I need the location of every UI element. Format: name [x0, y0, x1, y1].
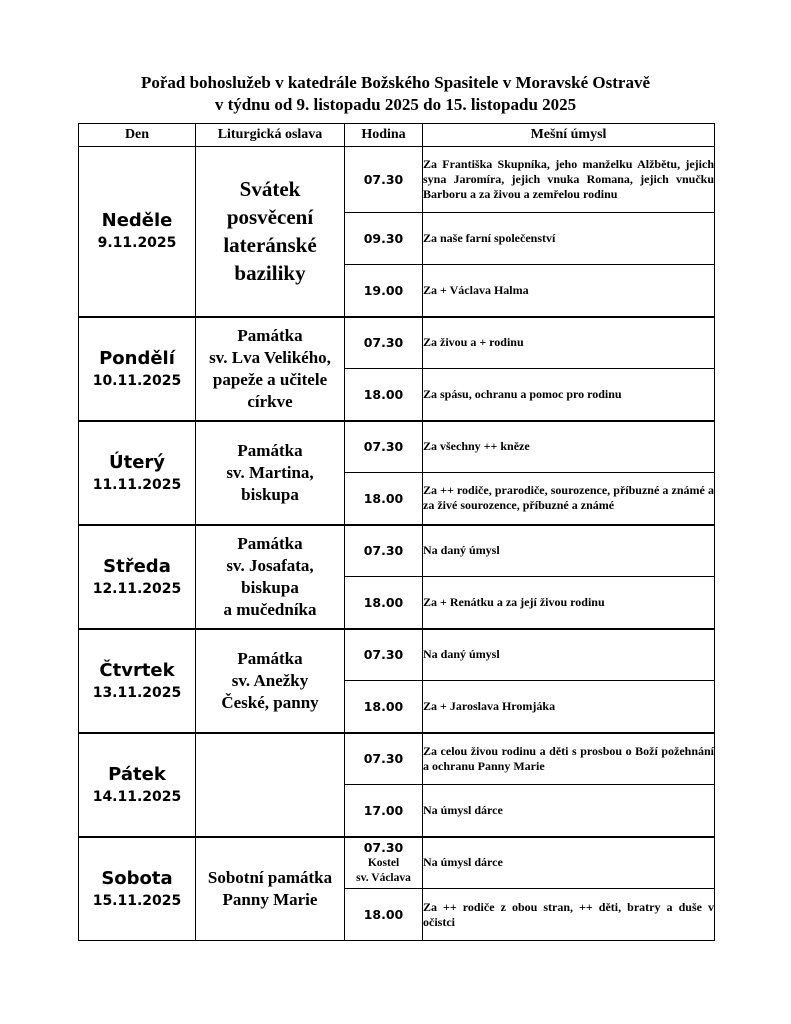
mass-hour: 07.30 [345, 525, 423, 577]
liturgy-line: sv. Martina, [226, 462, 314, 482]
liturgy-line: Sobotní památka [207, 867, 333, 887]
day-name: Úterý [108, 451, 166, 473]
mass-intent: Za + Jaroslava Hromjáka [423, 681, 715, 733]
liturgy-line: posvěcení [226, 205, 314, 230]
liturgy-line: Památka [237, 440, 303, 460]
mass-hour: 09.30 [345, 213, 423, 265]
mass-hour: 07.30 [345, 733, 423, 785]
mass-hour: 07.30 [345, 421, 423, 473]
header-row [79, 124, 715, 147]
day-name: Pátek [108, 763, 166, 785]
liturgy-line: biskupa [241, 484, 299, 504]
day-cell-wednesday [79, 525, 196, 629]
day-name: Sobota [101, 867, 173, 889]
mass-intent: Za ++ rodiče, prarodiče, sourozence, příbuzné a známé a za živé sourozence, příbuzné a známé [423, 473, 715, 525]
liturgy-line: Památka [237, 533, 303, 553]
liturgy-line: papeže a učitele [212, 369, 328, 389]
header-day: Den [79, 124, 196, 147]
mass-intent: Za živou a + rodinu [423, 317, 715, 369]
table-row [79, 837, 715, 889]
day-cell-friday [79, 733, 196, 837]
mass-intent: Za spásu, ochranu a pomoc pro rodinu [423, 369, 715, 421]
table-row [79, 629, 715, 681]
mass-intent: Za + Václava Halma [423, 265, 715, 317]
liturgy-line: sv. Lva Velikého, [209, 347, 331, 367]
mass-intent: Za ++ rodiče z obou stran, ++ děti, bratry a duše v očistci [423, 889, 715, 941]
mass-hour [345, 837, 423, 889]
liturgy-cell [196, 837, 345, 941]
mass-intent: Za Františka Skupníka, jeho manželku Alžbětu, jejich syna Jaromíra, jejich vnuka Romana, jejich vnučku Barboru a za živou a zemřelou rodinu [423, 147, 715, 213]
liturgy-cell [196, 733, 345, 837]
mass-schedule-table [78, 123, 715, 941]
day-name: Středa [103, 555, 171, 577]
mass-intent: Za + Renátku a za její živou rodinu [423, 577, 715, 629]
mass-hour-note: sv. Václava [356, 871, 411, 884]
liturgy-line: Panny Marie [222, 889, 318, 909]
liturgy-cell [196, 525, 345, 629]
day-date: 14.11.2025 [92, 788, 182, 805]
liturgy-cell [196, 421, 345, 525]
liturgy-line: biskupa [241, 577, 299, 597]
header-hour: Hodina [345, 124, 423, 147]
day-date: 10.11.2025 [92, 372, 182, 389]
liturgy-line: a mučedníka [223, 599, 317, 619]
table-row [79, 525, 715, 577]
mass-hour: 07.30 [345, 317, 423, 369]
mass-hour: 07.30 [345, 147, 423, 213]
mass-intent: Na daný úmysl [423, 525, 715, 577]
day-date: 11.11.2025 [92, 476, 182, 493]
day-cell-monday [79, 317, 196, 421]
mass-hour: 18.00 [345, 369, 423, 421]
mass-hour-value: 07.30 [363, 839, 404, 855]
header-intent: Mešní úmysl [423, 124, 715, 147]
day-name: Neděle [101, 210, 173, 232]
liturgy-line: sv. Josafata, [226, 555, 314, 575]
mass-intent: Za celou živou rodinu a děti s prosbou o Boží požehnání a ochranu Panny Marie [423, 733, 715, 785]
day-name: Pondělí [99, 347, 175, 369]
mass-intent: Na úmysl dárce [423, 785, 715, 837]
day-cell-tuesday [79, 421, 196, 525]
table-row [79, 733, 715, 785]
day-date: 13.11.2025 [92, 684, 182, 701]
day-cell-sunday [79, 147, 196, 317]
day-cell-saturday [79, 837, 196, 941]
liturgy-line: Památka [237, 648, 303, 668]
liturgy-cell [196, 317, 345, 421]
day-date: 9.11.2025 [97, 235, 177, 252]
mass-intent: Na daný úmysl [423, 629, 715, 681]
liturgy-line: Svátek [239, 177, 301, 202]
liturgy-line: sv. Anežky [231, 670, 309, 690]
table-row [79, 147, 715, 213]
liturgy-line: České, panny [221, 692, 319, 712]
mass-hour: 18.00 [345, 473, 423, 525]
day-date: 12.11.2025 [92, 580, 182, 597]
mass-hour: 18.00 [345, 889, 423, 941]
table-row [79, 317, 715, 369]
title-line-1: Pořad bohoslužeb v katedrále Božského Spasitele v Moravské Ostravě [140, 73, 651, 92]
table-row [79, 421, 715, 473]
title-line-2: v týdnu od 9. listopadu 2025 do 15. listopadu 2025 [214, 95, 577, 114]
liturgy-cell [196, 629, 345, 733]
mass-hour-note: Kostel [367, 856, 400, 869]
liturgy-line: baziliky [234, 261, 306, 286]
mass-hour: 19.00 [345, 265, 423, 317]
liturgy-line: církve [247, 391, 293, 411]
liturgy-cell [196, 147, 345, 317]
mass-intent: Za všechny ++ kněze [423, 421, 715, 473]
mass-intent: Na úmysl dárce [423, 837, 715, 889]
mass-hour: 07.30 [345, 629, 423, 681]
header-liturgy: Liturgická oslava [196, 124, 345, 147]
page-title [0, 72, 791, 116]
day-date: 15.11.2025 [92, 892, 182, 909]
mass-intent: Za naše farní společenství [423, 213, 715, 265]
mass-hour: 18.00 [345, 681, 423, 733]
day-name: Čtvrtek [99, 659, 175, 681]
liturgy-line: Památka [237, 325, 303, 345]
liturgy-line: lateránské [223, 233, 317, 258]
mass-hour: 18.00 [345, 577, 423, 629]
mass-hour: 17.00 [345, 785, 423, 837]
day-cell-thursday [79, 629, 196, 733]
